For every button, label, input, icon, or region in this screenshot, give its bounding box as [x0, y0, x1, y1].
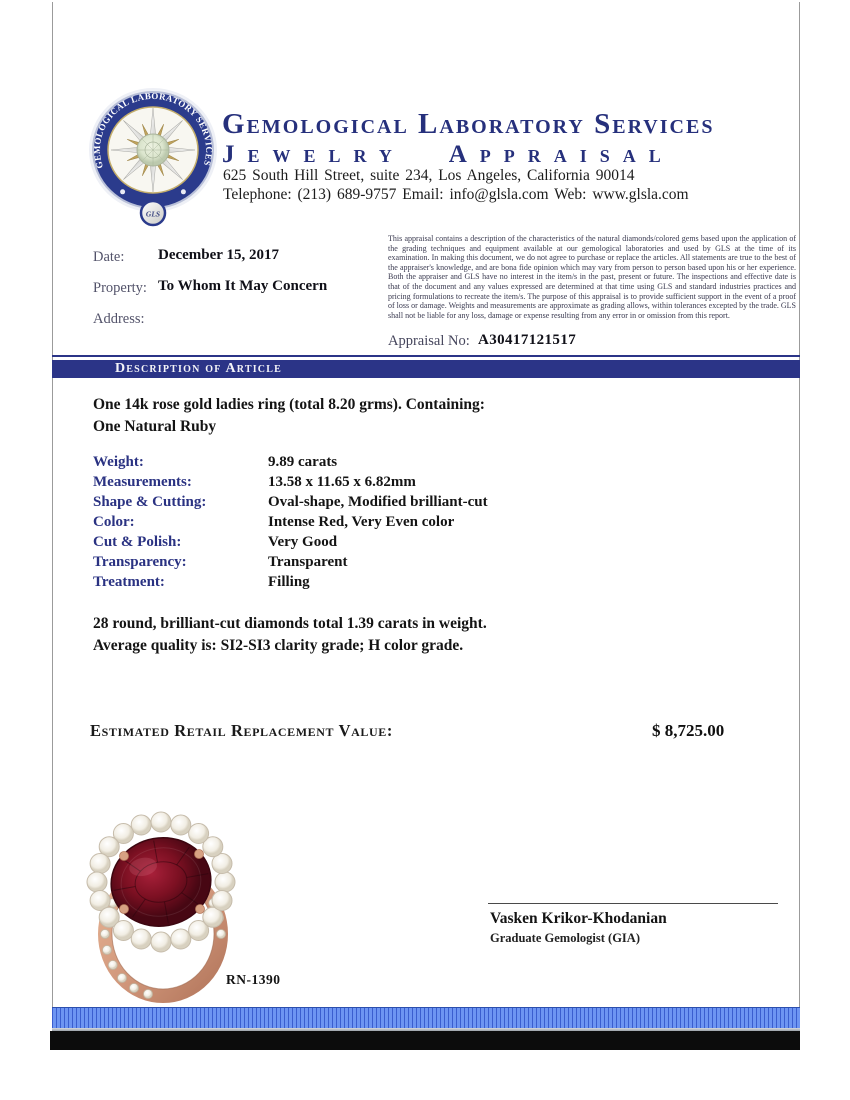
company-contact: Telephone: (213) 689-9757 Email: info@glsla.com Web: www.glsla.com [223, 186, 689, 203]
section-divider-rule [52, 355, 800, 357]
division-title: Jewelry Appraisal [222, 141, 674, 168]
appraisal-no-value: A30417121517 [478, 332, 577, 348]
attr-label: Cut & Polish: [93, 534, 182, 550]
signature-line [488, 903, 778, 904]
appraisal-no-label: Appraisal No: [388, 333, 470, 349]
attr-value: Oval-shape, Modified brilliant-cut [268, 494, 488, 510]
attr-label: Treatment: [93, 574, 165, 590]
diamonds-line2: Average quality is: SI2-SI3 clarity grade; H color grade. [93, 637, 464, 654]
ruby-gem-icon [104, 830, 218, 934]
attr-label: Color: [93, 514, 135, 530]
section-title: Description of Article [115, 361, 282, 376]
page-right-border [799, 2, 800, 1050]
logo-arc-text: GEMOLOGICAL LABORATORY SERVICES [91, 90, 215, 170]
ring-photo [58, 792, 338, 1004]
attr-label: Shape & Cutting: [93, 494, 207, 510]
signer-title: Graduate Gemologist (GIA) [490, 931, 640, 945]
valuation-label: Estimated Retail Replacement Value: [90, 721, 393, 740]
article-intro-line2: One Natural Ruby [93, 418, 217, 435]
bottom-stripe-band [52, 1007, 800, 1029]
property-value: To Whom It May Concern [158, 278, 328, 294]
property-label: Property: [93, 280, 147, 296]
attr-label: Measurements: [93, 474, 192, 490]
date-label: Date: [93, 249, 125, 265]
attr-value: Intense Red, Very Even color [268, 514, 455, 530]
attr-label: Weight: [93, 454, 144, 470]
gls-logo-badge-icon [84, 84, 224, 236]
attr-value: Very Good [268, 534, 338, 550]
disclaimer-text: This appraisal contains a description of the characteristics of the natural diamonds/colored gems based upon the application of the grading techniques and equipment available at our gemological laboratories and used by GLS at the time of its examination. In making this document, we do not agree to purchase or replace the articles. All statements are true to the best of the appraiser's knowledge, and are bona fide opinion which may vary from person to person based upon his or her experience. Both the appraiser and GLS have no interest in the item/s in the past, present or future. The inspections and effective date is that of the document and any values expressed are determined at that time using GLS and standard industries practices and pricing formulations to recreate the item/s. The purpose of this appraisal is to provide sufficient support in the event of a proof of loss or damage. Weights and measurements are approximate as grading allows, within tolerances excepted by the trade. GLS shall not be liable for any loss, damage or expense resulting from any error in or omission from this report. [388, 234, 796, 320]
address-label: Address: [93, 311, 145, 327]
attribute-table [93, 452, 488, 592]
bottom-black-band [50, 1031, 800, 1050]
ring-illustration-icon [58, 792, 338, 1004]
company-name: Gemological Laboratory Services [222, 108, 715, 140]
article-intro-line1: One 14k rose gold ladies ring (total 8.20 grms). Containing: [93, 396, 485, 413]
attr-value: 9.89 carats [268, 454, 338, 470]
photo-caption: RN-1390 [226, 972, 281, 987]
page-left-border [52, 2, 53, 1050]
company-address: 625 South Hill Street, suite 234, Los Angeles, California 90014 [223, 167, 635, 184]
valuation-amount: $ 8,725.00 [652, 721, 725, 740]
diamonds-line1: 28 round, brilliant-cut diamonds total 1.39 carats in weight. [93, 615, 487, 632]
attr-label: Transparency: [93, 554, 187, 570]
attr-value: 13.58 x 11.65 x 6.82mm [268, 474, 416, 490]
attr-value: Filling [268, 574, 310, 590]
gls-logo [84, 84, 224, 236]
signer-name: Vasken Krikor-Khodanian [490, 910, 667, 927]
logo-monogram: GLS [145, 209, 161, 219]
attr-value: Transparent [268, 554, 348, 570]
section-band [52, 360, 800, 378]
date-value: December 15, 2017 [158, 247, 279, 263]
